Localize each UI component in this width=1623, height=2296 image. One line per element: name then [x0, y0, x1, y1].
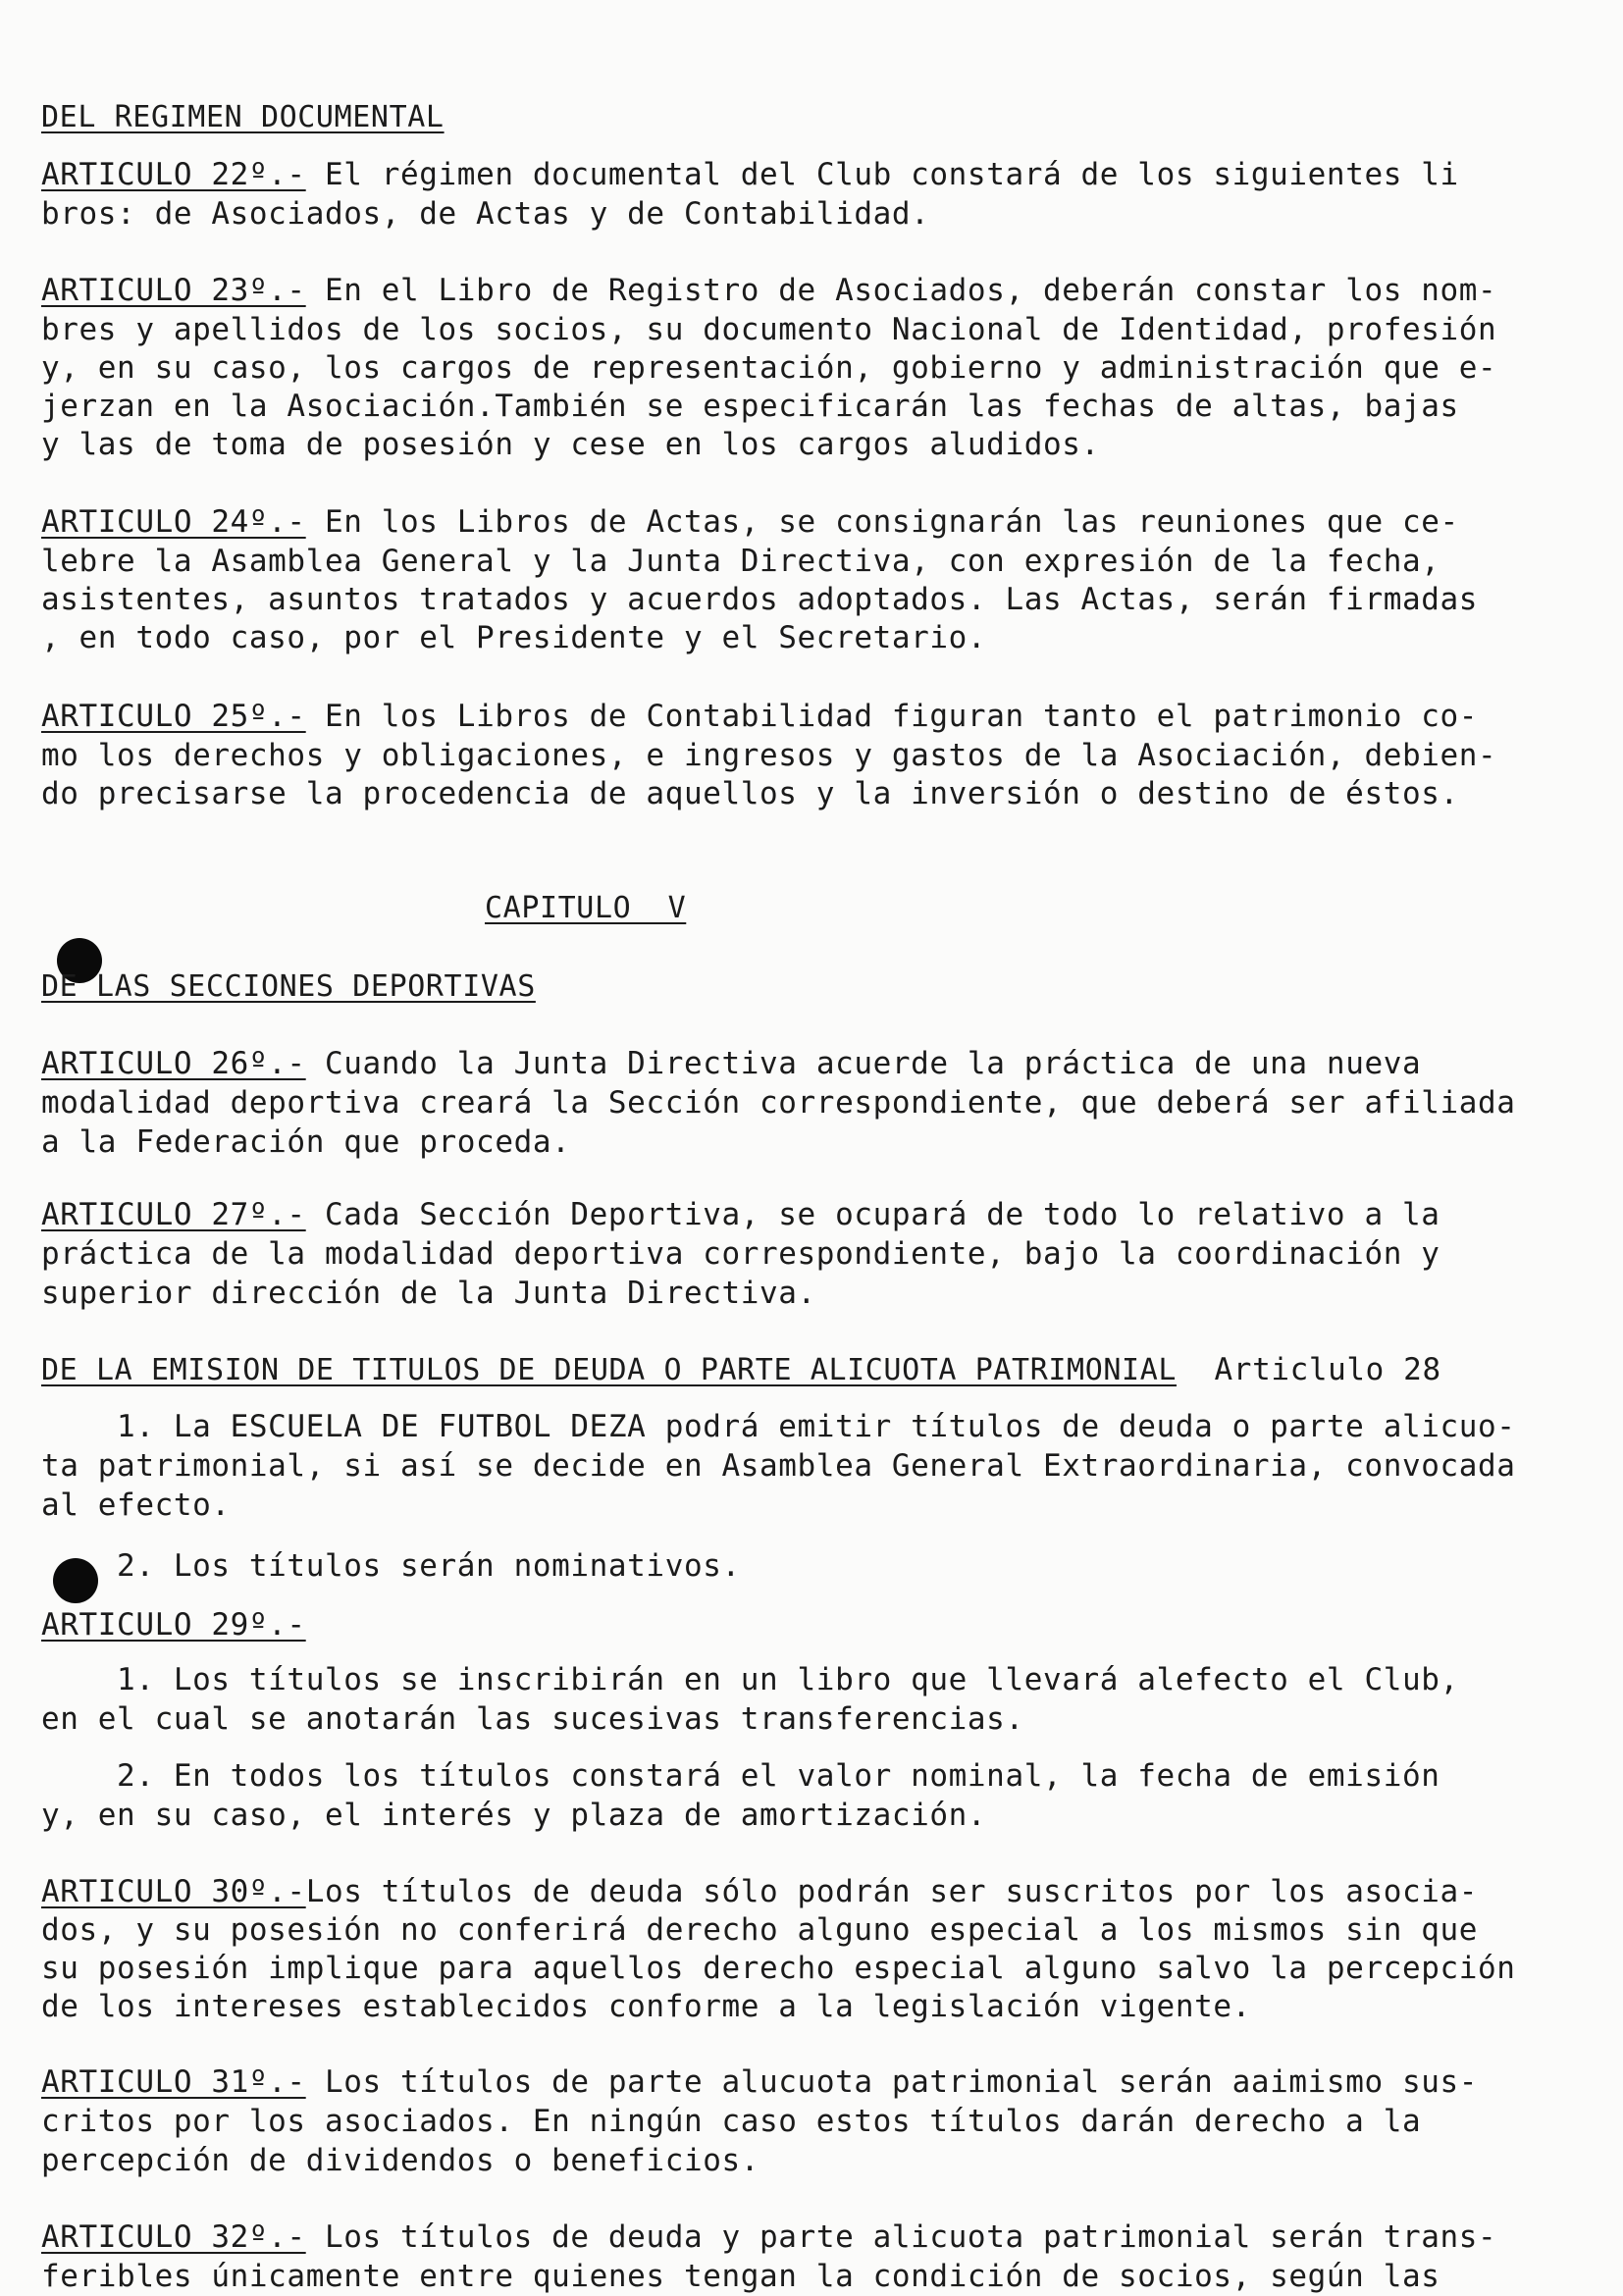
article-25	[41, 697, 1478, 736]
text-line: bros: de Asociados, de Actas y de Contabilidad.	[41, 196, 930, 232]
article-29-label: ARTICULO 29º.-	[41, 1607, 306, 1643]
article-label: ARTICULO 22º.-	[41, 157, 306, 192]
article-text: El régimen documental del Club constará de los siguientes li	[305, 157, 1459, 192]
article-text: Cada Sección Deportiva, se ocupará de todo lo relativo a la	[305, 1197, 1440, 1232]
article-text: Cuando la Junta Directiva acuerde la práctica de una nueva	[305, 1046, 1422, 1081]
text-line: jerzan en la Asociación.También se especificarán las fechas de altas, bajas	[41, 389, 1459, 424]
heading-suffix: Articlulo 28	[1177, 1352, 1441, 1387]
text-line: 2. Los títulos serán nominativos.	[41, 1548, 741, 1584]
article-31	[41, 2062, 1478, 2102]
section-heading-regimen: DEL REGIMEN DOCUMENTAL	[41, 100, 445, 134]
article-24	[41, 502, 1459, 542]
article-30	[41, 1872, 1478, 1911]
text-line: asistentes, asuntos tratados y acuerdos adoptados. Las Actas, serán firmadas	[41, 582, 1479, 617]
section-heading-emision	[41, 1350, 1441, 1390]
text-line: dos, y su posesión no conferirá derecho alguno especial a los mismos sin que	[41, 1912, 1479, 1948]
text-line: a la Federación que proceda.	[41, 1124, 571, 1160]
text-line: y, en su caso, el interés y plaza de amortización.	[41, 1798, 987, 1833]
article-32	[41, 2218, 1496, 2257]
text-line: mo los derechos y obligaciones, e ingresos y gastos de la Asociación, debien-	[41, 738, 1497, 773]
article-label: ARTICULO 27º.-	[41, 1197, 306, 1232]
article-text: En los Libros de Contabilidad figuran tanto el patrimonio co-	[305, 699, 1479, 734]
text-line: , en todo caso, por el Presidente y el Secretario.	[41, 620, 987, 655]
text-line: lebre la Asamblea General y la Junta Directiva, con expresión de la fecha,	[41, 544, 1440, 579]
text-line: bres y apellidos de los socios, su documento Nacional de Identidad, profesión	[41, 312, 1497, 347]
article-label: ARTICULO 23º.-	[41, 273, 306, 308]
heading-text: DE LA EMISION DE TITULOS DE DEUDA O PARTE ALICUOTA PATRIMONIAL	[41, 1353, 1178, 1387]
article-label: ARTICULO 32º.-	[41, 2219, 306, 2255]
text-line: al efecto.	[41, 1487, 231, 1523]
article-text: En los Libros de Actas, se consignarán las reuniones que ce-	[305, 504, 1459, 540]
section-heading-secciones: DE LAS SECCIONES DEPORTIVAS	[41, 969, 536, 1004]
text-line: en el cual se anotarán las sucesivas transferencias.	[41, 1701, 1024, 1737]
article-text: Los títulos de parte alucuota patrimonial serán aaimismo sus-	[305, 2064, 1479, 2100]
article-23	[41, 271, 1496, 310]
text-line: 1. Los títulos se inscribirán en un libro que llevará alefecto el Club,	[41, 1662, 1459, 1697]
text-line: modalidad deportiva creará la Sección correspondiente, que deberá ser afiliada	[41, 1085, 1516, 1121]
text-line: 2. En todos los títulos constará el valor nominal, la fecha de emisión	[41, 1758, 1440, 1794]
text-line: ta patrimonial, si así se decide en Asamblea General Extraordinaria, convocada	[41, 1448, 1516, 1484]
text-line: su posesión implique para aquellos derecho especial alguno salvo la percepción	[41, 1951, 1516, 1986]
article-27	[41, 1195, 1440, 1234]
article-text: En el Libro de Registro de Asociados, deberán constar los nom-	[305, 273, 1497, 308]
text-line: y, en su caso, los cargos de representación, gobierno y administración que e-	[41, 350, 1497, 386]
article-label: ARTICULO 26º.-	[41, 1046, 306, 1081]
article-label: ARTICULO 31º.-	[41, 2064, 306, 2100]
text-line: 1. La ESCUELA DE FUTBOL DEZA podrá emitir títulos de deuda o parte alicuo-	[41, 1409, 1516, 1444]
article-text: Los títulos de deuda y parte alicuota patrimonial serán trans-	[305, 2219, 1497, 2255]
text-line: feribles únicamente entre quienes tengan la condición de socios, según las	[41, 2259, 1440, 2294]
text-line: de los intereses establecidos conforme a la legislación vigente.	[41, 1989, 1251, 2024]
text-line: critos por los asociados. En ningún caso estos títulos darán derecho a la	[41, 2104, 1422, 2139]
article-label: ARTICULO 30º.-	[41, 1874, 306, 1909]
text-line: práctica de la modalidad deportiva correspondiente, bajo la coordinación y	[41, 1236, 1440, 1272]
chapter-title: CAPITULO V	[485, 891, 687, 925]
article-text: Los títulos de deuda sólo podrán ser suscritos por los asocia-	[305, 1874, 1479, 1909]
text-line: y las de toma de posesión y cese en los cargos aludidos.	[41, 427, 1100, 462]
text-line: superior dirección de la Junta Directiva.	[41, 1276, 816, 1311]
article-label: ARTICULO 24º.-	[41, 504, 306, 540]
article-26	[41, 1044, 1421, 1083]
article-22	[41, 155, 1459, 194]
article-label: ARTICULO 25º.-	[41, 699, 306, 734]
text-line: do precisarse la procedencia de aquellos y la inversión o destino de éstos.	[41, 776, 1459, 811]
text-line: percepción de dividendos o beneficios.	[41, 2143, 760, 2178]
